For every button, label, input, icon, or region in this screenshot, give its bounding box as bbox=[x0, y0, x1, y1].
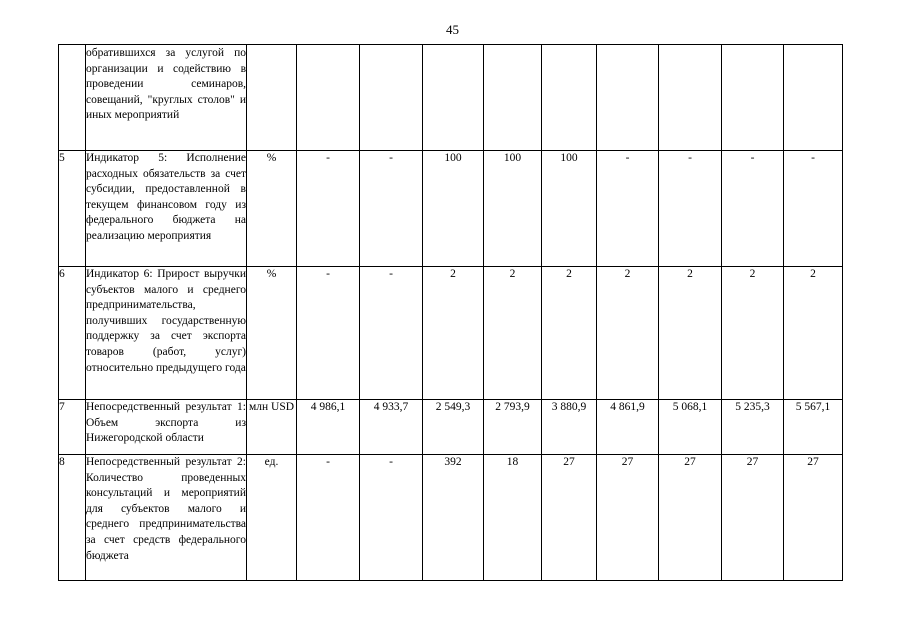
value-cell: 2 793,9 bbox=[484, 400, 542, 455]
unit-cell: млн USD bbox=[247, 400, 297, 455]
table-row bbox=[59, 45, 843, 151]
value-cell bbox=[784, 45, 843, 151]
value-cell: 2 bbox=[784, 267, 843, 400]
value-cell: 2 bbox=[423, 267, 484, 400]
unit-cell: ед. bbox=[247, 455, 297, 581]
value-cell: 392 bbox=[423, 455, 484, 581]
value-cell: 27 bbox=[722, 455, 784, 581]
value-cell: - bbox=[360, 151, 423, 267]
value-cell: - bbox=[297, 267, 360, 400]
value-cell: 2 bbox=[597, 267, 659, 400]
value-cell: 2 bbox=[659, 267, 722, 400]
unit-cell: % bbox=[247, 267, 297, 400]
value-cell bbox=[542, 45, 597, 151]
value-cell: 100 bbox=[484, 151, 542, 267]
row-number bbox=[59, 45, 86, 151]
value-cell: 2 bbox=[542, 267, 597, 400]
table-row bbox=[59, 455, 843, 581]
row-number: 6 bbox=[59, 267, 86, 400]
value-cell bbox=[722, 45, 784, 151]
value-cell: 3 880,9 bbox=[542, 400, 597, 455]
value-cell bbox=[360, 45, 423, 151]
value-cell: 27 bbox=[597, 455, 659, 581]
value-cell: 100 bbox=[423, 151, 484, 267]
table-row bbox=[59, 267, 843, 400]
value-cell bbox=[659, 45, 722, 151]
value-cell: 27 bbox=[784, 455, 843, 581]
value-cell: 5 567,1 bbox=[784, 400, 843, 455]
page-number: 45 bbox=[446, 22, 459, 37]
value-cell bbox=[297, 45, 360, 151]
value-cell: - bbox=[784, 151, 843, 267]
row-number: 5 bbox=[59, 151, 86, 267]
value-cell: 5 235,3 bbox=[722, 400, 784, 455]
value-cell: - bbox=[659, 151, 722, 267]
value-cell: 27 bbox=[542, 455, 597, 581]
value-cell: 27 bbox=[659, 455, 722, 581]
value-cell bbox=[423, 45, 484, 151]
table-row bbox=[59, 400, 843, 455]
value-cell: 4 861,9 bbox=[597, 400, 659, 455]
value-cell: 4 933,7 bbox=[360, 400, 423, 455]
indicator-name: Индикатор 6: Прирост выручки субъектов малого и среднего предпринимательства, получивших государственную поддержку за счет экспорта товаров (работ, услуг) относительно предыдущего года bbox=[86, 267, 247, 400]
value-cell: - bbox=[360, 455, 423, 581]
value-cell: 2 549,3 bbox=[423, 400, 484, 455]
value-cell: 5 068,1 bbox=[659, 400, 722, 455]
table-row bbox=[59, 151, 843, 267]
indicator-name: Индикатор 5: Исполнение расходных обязательств за счет субсидии, предоставленной в текущем финансовом году из федерального бюджета на реализацию мероприятия bbox=[86, 151, 247, 267]
value-cell: - bbox=[297, 455, 360, 581]
value-cell: 2 bbox=[484, 267, 542, 400]
value-cell: - bbox=[597, 151, 659, 267]
value-cell: 100 bbox=[542, 151, 597, 267]
value-cell: 4 986,1 bbox=[297, 400, 360, 455]
row-number: 8 bbox=[59, 455, 86, 581]
row-number: 7 bbox=[59, 400, 86, 455]
indicator-name: Непосредственный результат 2: Количество проведенных консультаций и мероприятий для субъектов малого и среднего предпринимательства за счет средств федерального бюджета bbox=[86, 455, 247, 581]
value-cell: - bbox=[297, 151, 360, 267]
indicators-table bbox=[58, 44, 843, 581]
value-cell bbox=[484, 45, 542, 151]
unit-cell: % bbox=[247, 151, 297, 267]
value-cell: 18 bbox=[484, 455, 542, 581]
value-cell: - bbox=[360, 267, 423, 400]
value-cell: 2 bbox=[722, 267, 784, 400]
indicator-name: обратившихся за услугой по организации и содействию в проведении семинаров, совещаний, "круглых столов" и иных мероприятий bbox=[86, 45, 247, 151]
unit-cell bbox=[247, 45, 297, 151]
value-cell: - bbox=[722, 151, 784, 267]
value-cell bbox=[597, 45, 659, 151]
indicator-name: Непосредственный результат 1: Объем экспорта из Нижегородской области bbox=[86, 400, 247, 455]
